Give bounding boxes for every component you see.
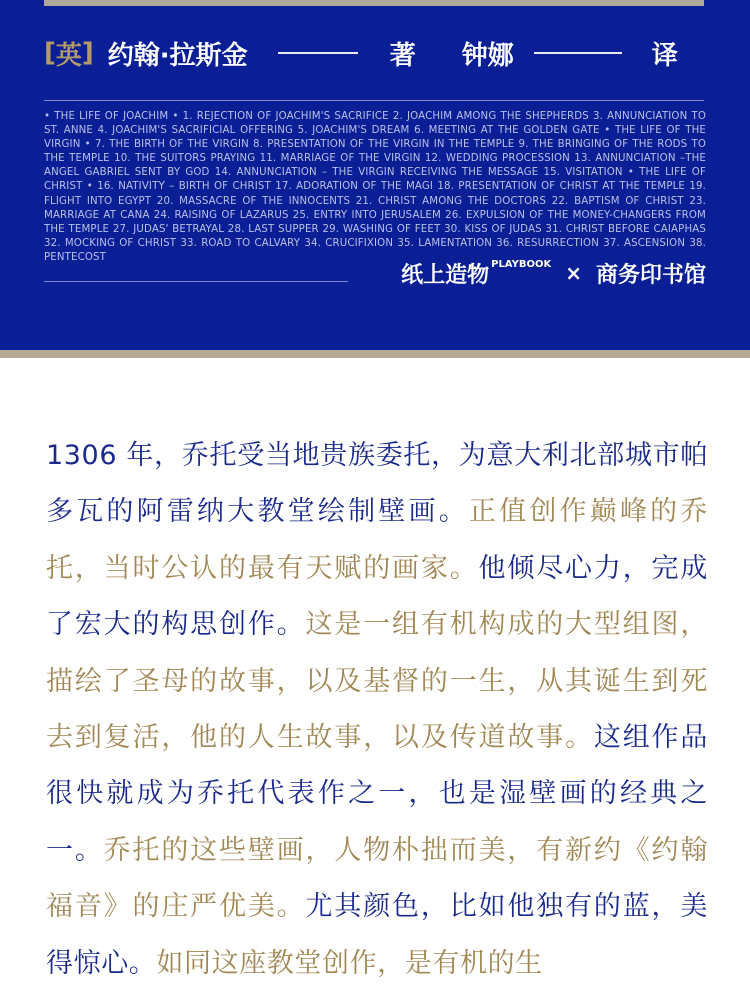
author-country: 英 (55, 40, 82, 71)
text-segment: 他倾尽心力，完成了宏大的构思创作。 (46, 552, 708, 641)
cover-divider (44, 281, 348, 282)
author-name: 约翰·拉斯金 (107, 40, 248, 71)
article-paragraph (46, 428, 708, 992)
cover-divider (44, 100, 704, 101)
publisher-commercial-press: 商务印书馆 (595, 262, 706, 288)
publisher-playbook: 纸上造物 (401, 262, 490, 288)
text-segment: 这是一组有机构成的大型组图，描绘了圣母的故事，以及基督的一生，从其诞生到死去到复活，他的人生故事，以及传道故事。 (46, 609, 708, 754)
text-segment: 1306 年，乔托受当地贵族委托，为意大利北部城市帕多瓦的阿雷纳大教堂绘制壁画。 (46, 440, 708, 528)
text-segment: 如同这座教堂创作，是有机的生 (156, 947, 543, 979)
publisher-line (358, 256, 706, 290)
text-segment: 这组作品很快就成为乔托代表作之一，也是湿壁画的经典之一。 (46, 722, 708, 866)
cover-top-rule (44, 0, 704, 6)
author-role: 著 (389, 40, 416, 71)
collaboration-sign: × (565, 261, 582, 285)
translator-role: 译 (651, 40, 678, 71)
country-bracket-right: ] (81, 38, 94, 68)
cover-bottom-band (0, 350, 750, 358)
country-bracket-left: [ (44, 38, 56, 68)
author-translator-line (44, 33, 706, 73)
text-segment: 尤其颜色，比如他独有的蓝，美得惊心。 (46, 891, 708, 979)
fresco-plate-list: • THE LIFE OF JOACHIM • 1. REJECTION OF JOACHIM'S SACRIFICE 2. JOACHIM AMONG THE SHEPHERDS 3. ANNUNCIATION TO ST. ANNE 4. JOACHIM'S SACRIFICIAL OFFERING 5. JOACHIM'S DREAM 6. MEETING AT THE GOLDEN GATE • THE LIFE OF THE VIRGIN • 7. THE BIRTH OF THE VIRGIN 8. PRESENTATION OF THE VIRGIN IN THE TEMPLE 9. THE BRINGING OF THE RODS TO THE TEMPLE 10. THE SUITORS PRAYING 11. MARRIAGE OF THE VIRGIN 12. WEDDING PROCESSION 13. ANNUNCIATION –THE ANGEL GABRIEL SENT BY GOD 14. ANNUNCIATION – THE VIRGIN RECEIVING THE MESSAGE 15. VISITATION • THE LIFE OF CHRIST • 16. NATIVITY – BIRTH OF CHRIST 17. ADORATION OF THE MAGI 18. PRESENTATION OF CHRIST AT THE TEMPLE 19. FLIGHT INTO EGYPT 20. MASSACRE OF THE INNOCENTS 21. CHRIST AMONG THE DOCTORS 22. BAPTISM OF CHRIST 23. MARRIAGE AT CANA 24. RAISING OF LAZARUS 25. ENTRY INTO JERUSALEM 26. EXPULSION OF THE MONEY-CHANGERS FROM THE TEMPLE 27. JUDAS' BETRAYAL 28. LAST SUPPER 29. WASHING OF FEET 30. KISS OF JUDAS 31. CHRIST BEFORE CAIAPHAS 32. MOCKING OF CHRIST 33. ROAD TO CALVARY 34. CRUCIFIXION 35. LAMENTATION 36. RESURRECTION 37. ASCENSION 38. PENTECOST (44, 111, 706, 263)
text-segment: 正值创作巅峰的乔托，当时公认的最有天赋的画家。 (46, 496, 708, 584)
book-cover (0, 0, 750, 350)
publisher-playbook-sup: PLAYBOOK (491, 258, 552, 270)
translator-name: 钟娜 (461, 40, 514, 71)
divider-dash (278, 52, 358, 54)
divider-dash (534, 52, 622, 54)
text-segment: 乔托的这些壁画，人物朴拙而美，有新约《约翰福音》的庄严优美。 (46, 834, 708, 923)
